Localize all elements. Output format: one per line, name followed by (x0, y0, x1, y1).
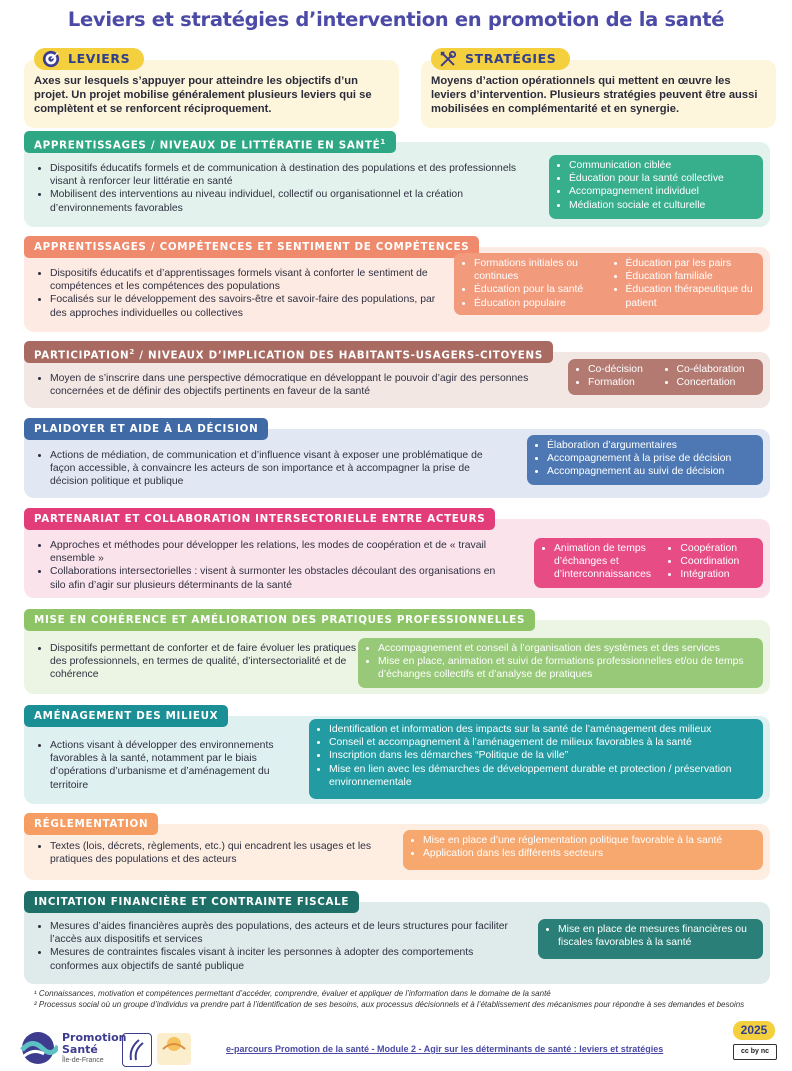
description-item: • Focalisés sur le développement des savoirs-être et savoir-faire des populations, par des approches individuelles ou collectives (50, 293, 450, 319)
strategy-item: • Formations initiales ou continues (474, 257, 604, 283)
lever-litteratie (24, 131, 770, 227)
lever-amenagement (24, 705, 770, 804)
footnote-2: ² Processus social où un groupe d’individus va prendre part à l’identification de ses besoins, aux processus décisionnels et à l’établissement des mécanismes pour répondre à ses demandes et besoins (34, 999, 745, 1009)
description-item: • Actions visant à développer des environnements favorables à la santé, notamment par le biais d’opérations d’urbanisme et d’aménagement du territoire (50, 739, 310, 792)
year-badge: 2025 (733, 1021, 775, 1040)
strategy-item: • Conseil et accompagnement à l’aménagement de milieux favorables à la santé (329, 736, 755, 749)
strategy-item: • Accompagnement individuel (569, 185, 755, 198)
lever-title: APPRENTISSAGES / COMPÉTENCES ET SENTIMENT DE COMPÉTENCES (24, 236, 479, 258)
strategy-item: • Communication ciblée (569, 159, 755, 172)
partner-logo-2 (157, 1033, 191, 1065)
partner-logo (122, 1033, 152, 1067)
lever-description (36, 162, 540, 215)
strategies-box (527, 435, 763, 485)
license-badge (733, 1044, 777, 1060)
strategy-item: • Formation (588, 376, 655, 389)
strategies-box (568, 359, 763, 395)
lever-description (36, 739, 310, 792)
description-item: • Mesures de contraintes fiscales visant à inciter les personnes à adopter des comportements conformes aux objectifs de santé publique (50, 946, 520, 972)
logo-subtitle: Île-de-France (62, 1057, 104, 1064)
strategies-box (358, 638, 763, 688)
lever-competences (24, 236, 770, 332)
strategy-item: • Mise en lien avec les démarches de développement durable et protection / préservation environnementale (329, 763, 755, 789)
leviers-label: LEVIERS (68, 51, 131, 66)
lever-reglementation (24, 813, 770, 880)
strategy-item: • Concertation (677, 376, 755, 389)
lever-title: PARTENARIAT ET COLLABORATION INTERSECTORIELLE ENTRE ACTEURS (24, 508, 495, 530)
lever-description (36, 449, 510, 489)
lever-title: APPRENTISSAGES / NIVEAUX DE LITTÉRATIE EN SANTÉ$^1$ (24, 131, 396, 153)
lever-description (36, 539, 510, 592)
strategy-item: • Mise en place, animation et suivi de formations professionnelles et/ou de temps d’échanges collectifs et d’analyse de pratiques (378, 655, 755, 681)
promotion-sante-logo (18, 1030, 127, 1071)
page-title: Leviers et stratégies d’intervention en promotion de la santé (67, 8, 725, 31)
strategy-item: • Animation de temps d’échanges et d’interconnaissances (554, 542, 658, 582)
strategies-definition: Moyens d’action opérationnels qui mettent en œuvre les leviers d’intervention. Plusieurs stratégies peuvent être aussi mobilisées en complémentarité et en synergie. (431, 75, 758, 115)
description-item: • Dispositifs permettant de conforter et de faire évoluer les pratiques des professionnels, en termes de qualité, d’intersectorialité et de cohérence (50, 642, 360, 682)
partner-logo-icon (123, 1034, 151, 1066)
lever-title: PLAIDOYER ET AIDE À LA DÉCISION (24, 418, 268, 440)
lever-title: RÉGLEMENTATION (24, 813, 158, 835)
strategies-box (454, 253, 763, 315)
lever-incitation (24, 891, 770, 984)
strategy-item: • Accompagnement et conseil à l’organisation des systèmes et des services (378, 642, 755, 655)
description-item: • Dispositifs éducatifs formels et de communication à destination des populations et des professionnels visant à renforcer leur littératie en santé (50, 162, 540, 188)
lever-description (36, 840, 395, 866)
strategy-item: • Médiation sociale et culturelle (569, 199, 755, 212)
lever-description (36, 642, 360, 682)
lever-description (36, 372, 550, 398)
strategy-item: • Éducation pour la santé (474, 283, 604, 296)
leviers-tag (34, 48, 144, 70)
strategy-item: • Éducation familiale (626, 270, 756, 283)
strategies-label: STRATÉGIES (465, 51, 557, 66)
tools-icon (439, 50, 457, 68)
lever-title: MISE EN COHÉRENCE ET AMÉLIORATION DES PRATIQUES PROFESSIONNELLES (24, 609, 535, 631)
lever-partenariat (24, 508, 770, 598)
cc-license-icon: cc by nc (740, 1048, 769, 1055)
leviers-definition: Axes sur lesquels s’appuyer pour atteindre les objectifs d’un projet. Un projet mobilise généralement plusieurs leviers qui se complètent et se renforcent réciproquement. (34, 75, 372, 115)
strategy-item: • Éducation thérapeutique du patient (626, 283, 756, 309)
strategy-item: • Co-décision (588, 363, 655, 376)
description-item: • Mesures d’aides financières auprès des populations, des acteurs et de leurs structures pour faciliter l’accès aux dispositifs et services (50, 920, 520, 946)
lever-participation (24, 341, 770, 408)
description-item: • Collaborations intersectorielles : visent à surmonter les obstacles découlant des organisations en silo afin d’agir sur plusieurs déterminants de la santé (50, 565, 510, 591)
strategy-item: • Éducation pour la santé collective (569, 172, 755, 185)
lever-title: PARTICIPATION$^2$ / NIVEAUX D’IMPLICATION DES HABITANTS-USAGERS-CITOYENS (24, 341, 553, 363)
strategies-box (549, 155, 763, 219)
strategy-item: • Accompagnement à la prise de décision (547, 452, 755, 465)
strategy-item: • Éducation par les pairs (626, 257, 756, 270)
description-item: • Moyen de s’inscrire dans une perspective démocratique en développant le pouvoir d’agir des personnes concernées et de définir des objectifs pertinents en faveur de la santé (50, 372, 550, 398)
strategy-item: • Intégration (680, 568, 755, 581)
strategy-item: • Mise en place d’une réglementation politique favorable à la santé (423, 834, 755, 847)
description-item: • Actions de médiation, de communication et d’influence visant à exposer une problématique de façon accessible, à convaincre les acteurs de son importance et à accompagner la prise de décision politique et publique (50, 449, 510, 489)
description-item: • Textes (lois, décrets, règlements, etc.) qui encadrent les usages et les pratiques des populations et des acteurs (50, 840, 395, 866)
description-item: • Approches et méthodes pour développer les relations, les modes de coopération et de « travail ensemble » (50, 539, 510, 565)
description-item: • Mobilisent des interventions au niveau individuel, collectif ou organisationnel et la création d’environnements favorables (50, 188, 540, 214)
strategy-item: • Accompagnement au suivi de décision (547, 465, 755, 478)
footnote-1: ¹ Connaissances, motivation et compétences permettant d’accéder, comprendre, évaluer et appliquer de l’information dans le domaine de la santé (34, 989, 551, 998)
lever-title: INCITATION FINANCIÈRE ET CONTRAINTE FISCALE (24, 891, 359, 913)
module-link[interactable]: e-parcours Promotion de la santé - Module 2 - Agir sur les déterminants de santé : leviers et stratégies (226, 1044, 664, 1054)
lever-description (36, 920, 520, 973)
intro-leviers (24, 48, 399, 128)
strategy-item: • Éducation populaire (474, 297, 604, 310)
partner-logo-2-icon (157, 1035, 191, 1053)
strategies-box (534, 538, 763, 588)
strategy-item: • Inscription dans les démarches “Politique de la ville” (329, 749, 755, 762)
lever-title: AMÉNAGEMENT DES MILIEUX (24, 705, 228, 727)
strategies-tag (431, 48, 570, 70)
strategy-item: • Co-élaboration (677, 363, 755, 376)
strategy-item: • Élaboration d’argumentaires (547, 439, 755, 452)
target-icon (42, 50, 60, 68)
strategy-item: • Identification et information des impacts sur la santé de l’aménagement des milieux (329, 723, 755, 736)
strategy-item: • Mise en place de mesures financières ou fiscales favorables à la santé (558, 923, 755, 949)
logo-wordmark: Promotion Santé (62, 1031, 127, 1056)
footnotes (34, 989, 754, 1010)
strategy-item: • Application dans les différents secteurs (423, 847, 755, 860)
logo-wave-icon (18, 1030, 58, 1066)
intro-strategies (421, 48, 776, 128)
lever-pratiques (24, 609, 770, 694)
strategies-box (538, 919, 763, 959)
strategy-item: • Coopération (680, 542, 755, 555)
description-item: • Dispositifs éducatifs et d’apprentissages formels visant à conforter le sentiment de compétences et les compétences des populations (50, 267, 450, 293)
strategies-box (403, 830, 763, 870)
strategies-box (309, 719, 763, 799)
lever-plaidoyer (24, 418, 770, 498)
strategy-item: • Coordination (680, 555, 755, 568)
lever-description (36, 267, 450, 320)
